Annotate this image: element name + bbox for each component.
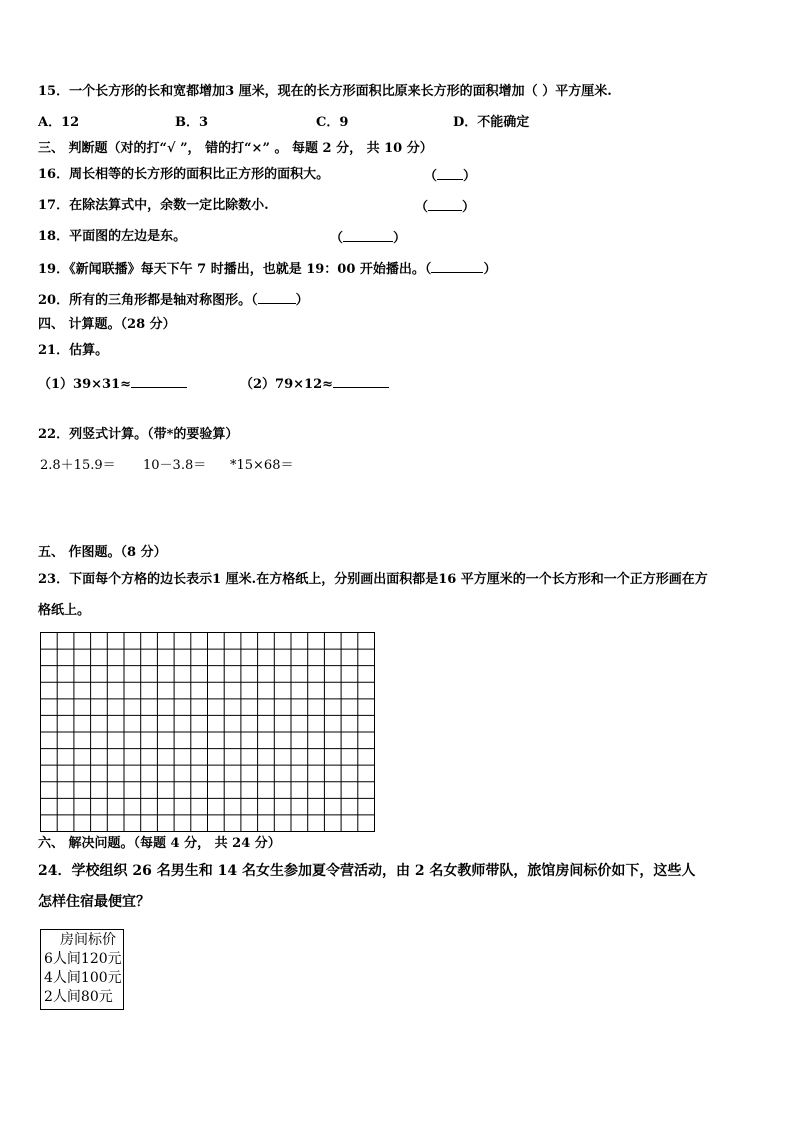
q15-option-b: B．3: [175, 115, 209, 130]
price-row-4-person: 4人间100元: [44, 970, 122, 986]
section-5-heading: 五、 作图题。（8 分）: [38, 545, 167, 560]
price-row-6-person: 6人间120元: [44, 951, 122, 967]
q24-line-1: 24．学校组织 26 名男生和 14 名女生参加夏令营活动，由 2 名女教师带队，旅馆房间标价如下，这些人: [38, 863, 696, 879]
q22-expression-3: *15×68＝: [230, 458, 294, 473]
q18-answer-blank: （ ）: [330, 231, 407, 246]
q16-text: 16．周长相等的长方形的面积比正方形的面积大。: [38, 167, 330, 182]
q19-text: 19．《新闻联播》每天下午 7 时播出，也就是 19：00 开始播出。（ ）: [38, 262, 497, 277]
q17-answer-blank: （ ）: [415, 200, 476, 215]
price-row-2-person: 2人间80元: [44, 989, 113, 1005]
q22-expression-1: 2.8＋15.9＝: [40, 458, 116, 473]
q22-expression-2: 10－3.8＝: [143, 458, 207, 473]
price-table-title: 房间标价: [60, 932, 116, 948]
q23-line-2: 格纸上。: [38, 603, 91, 618]
q15-option-d: D．不能确定: [453, 115, 530, 130]
q21-item-1: （1）39×31≈: [38, 375, 187, 393]
q23-line-1: 23．下面每个方格的边长表示1 厘米.在方格纸上，分别画出面积都是16 平方厘米的一个长方形和一个正方形画在方: [38, 572, 708, 587]
q16-answer-blank: （ ）: [424, 169, 477, 184]
q17-text: 17．在除法算式中，余数一定比除数小.: [38, 198, 269, 213]
q24-line-2: 怎样住宿最便宜？: [38, 894, 150, 910]
room-price-table: [40, 929, 124, 1010]
q20-text: 20．所有的三角形都是轴对称图形。（ ）: [38, 293, 309, 308]
q21-item-2: （2）79×12≈: [240, 375, 389, 393]
q18-text: 18．平面图的左边是东。: [38, 229, 187, 244]
q15-option-c: C．9: [316, 115, 349, 130]
section-4-heading: 四、 计算题。（28 分）: [38, 317, 176, 332]
section-3-heading: 三、 判断题（对的打“√ ”， 错的打“×” 。 每题 2 分， 共 10 分）: [38, 141, 433, 156]
q22-title: 22．列竖式计算。（带*的要验算）: [38, 427, 239, 442]
q15-text: 15．一个长方形的长和宽都增加3 厘米，现在的长方形面积比原来长方形的面积增加（ ）平方厘米.: [38, 84, 612, 99]
q21-title: 21．估算。: [38, 343, 109, 358]
square-grid-paper: [40, 632, 375, 832]
q15-option-a: A．12: [38, 115, 80, 130]
section-6-heading: 六、 解决问题。（每题 4 分， 共 24 分）: [38, 836, 281, 851]
